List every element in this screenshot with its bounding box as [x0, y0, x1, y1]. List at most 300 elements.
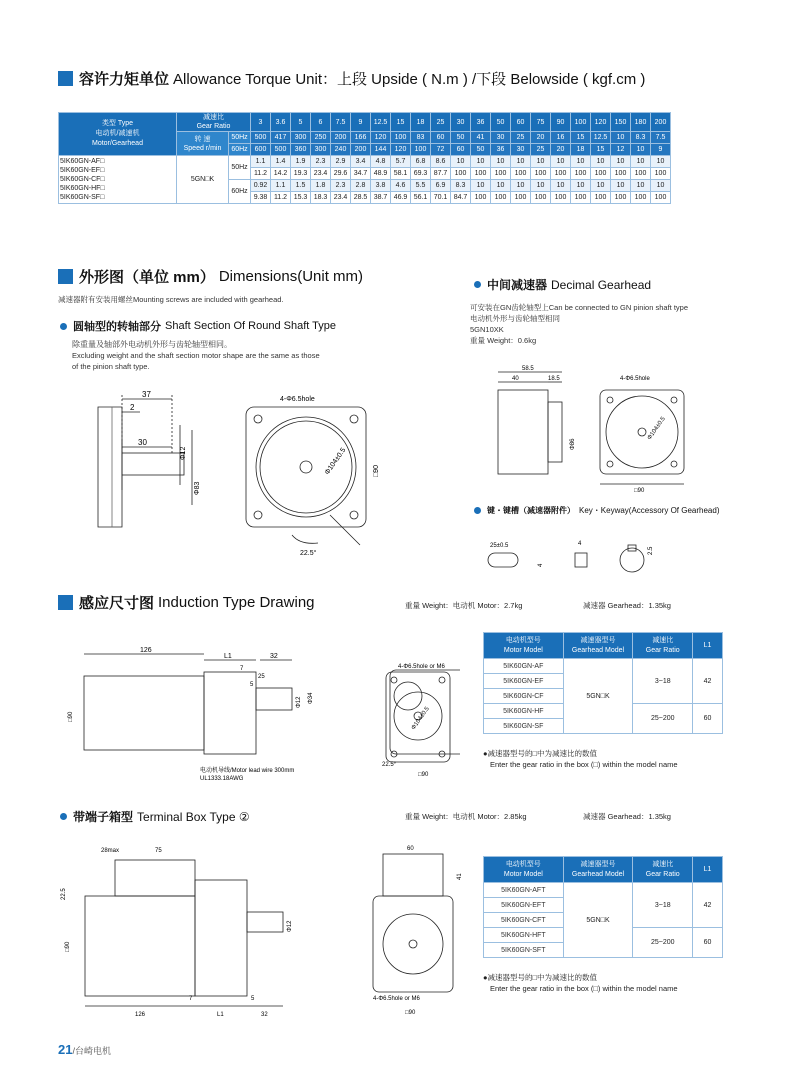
- torque-value-cell: 10: [571, 180, 591, 192]
- speed60-cell: 36: [491, 144, 511, 156]
- induction-spec-table: [483, 632, 723, 734]
- type-header-en: Motor/Gearhead: [92, 140, 143, 147]
- ind-l1b-cell: 60: [693, 704, 723, 734]
- term-hole-label: 4-Φ6.5hole or M6: [373, 996, 420, 1002]
- term-41-label: 41: [457, 873, 463, 880]
- terminal-front-body: [373, 896, 453, 992]
- torque-value-cell: 87.7: [431, 168, 451, 180]
- term-h-gear-en: Gearhead Model: [571, 870, 625, 878]
- type-header-cell: [59, 113, 177, 156]
- ratio-cell: 3.6: [271, 113, 291, 132]
- ind-h-motor-cn: 电动机型号: [505, 636, 541, 644]
- ind-note2: Enter the gear ratio in the box (□) within the model name: [490, 760, 678, 769]
- ratio-header-cell: [177, 113, 251, 132]
- induction-section-title: [58, 592, 315, 613]
- ratio-header-cn: 减速比: [203, 114, 224, 121]
- term-r1-cell: 3~18: [633, 883, 693, 928]
- ind-h-ratio: [633, 633, 693, 659]
- round-note-en1: Excluding weight and the shaft section motor shape are the same as those: [72, 351, 320, 360]
- torque-value-cell: 58.1: [391, 168, 411, 180]
- decimal-line2: 电动机外形与齿轮轴型相同: [470, 314, 560, 323]
- torque-value-cell: 3.4: [351, 156, 371, 168]
- speed-header-cn: 转 速: [194, 135, 211, 143]
- key-25-label: 25±0.5: [490, 543, 509, 549]
- round-title-cn: 圆轴型的转轴部分: [73, 321, 161, 333]
- induction-weight-motor: 重量 Weight：电动机 Motor：2.7kg: [405, 601, 523, 610]
- dim-30-label: 30: [138, 438, 147, 447]
- decimal-gearhead-title: [474, 276, 651, 293]
- dim-phi83-label: Φ83: [194, 481, 201, 495]
- ind-r2-cell: 25~200: [633, 704, 693, 734]
- dim-hole-label: 4-Φ6.5hole: [280, 396, 315, 403]
- torque-value-cell: 100: [631, 192, 651, 204]
- speed60-cell: 120: [391, 144, 411, 156]
- torque-value-cell: 5.7: [391, 156, 411, 168]
- term-model-3: 5IK60GN-HFT: [484, 928, 564, 943]
- key-side: [488, 553, 518, 567]
- ratio-cell: 30: [451, 113, 471, 132]
- dim-phi104-label: Φ104±0.5: [323, 446, 348, 477]
- torque-value-cell: 15.3: [291, 192, 311, 204]
- term-h-motor-en: Motor Model: [503, 870, 543, 878]
- hz-cell: 50Hz: [229, 156, 251, 180]
- hz-cell: 60Hz: [229, 180, 251, 204]
- term-5-label: 5: [251, 996, 255, 1002]
- term-h-ratio: [633, 857, 693, 883]
- torque-value-cell: 6.8: [411, 156, 431, 168]
- speed-50hz-label: 50Hz: [229, 132, 251, 144]
- ratio-cell: 100: [571, 113, 591, 132]
- term-phi12-label: Φ12: [287, 920, 293, 932]
- term-90-label: □90: [65, 941, 71, 952]
- speed60-cell: 12: [611, 144, 631, 156]
- speed50-cell: 41: [471, 132, 491, 144]
- torque-value-cell: 29.6: [331, 168, 351, 180]
- round-title-en: Shaft Section Of Round Shaft Type: [165, 320, 337, 332]
- term-L1-label: L1: [217, 1012, 224, 1018]
- decimal-585-label: 58.5: [522, 366, 534, 372]
- term-h-gear: [563, 857, 633, 883]
- speed60-cell: 10: [631, 144, 651, 156]
- torque-value-cell: 10: [451, 156, 471, 168]
- torque-value-cell: 10: [471, 156, 491, 168]
- speed50-cell: 7.5: [651, 132, 671, 144]
- ind-90-label: □90: [68, 711, 74, 722]
- bullet-dot-icon: [474, 507, 481, 514]
- section-square-icon: [58, 595, 73, 610]
- dim-37-label: 37: [142, 390, 151, 399]
- torque-value-cell: 56.1: [411, 192, 431, 204]
- key-keyway-drawing: [480, 525, 680, 585]
- speed50-cell: 8.3: [631, 132, 651, 144]
- ind-model-2: 5IK60GN-CF: [484, 689, 564, 704]
- torque-value-cell: 0.92: [251, 180, 271, 192]
- ratio-cell: 7.5: [331, 113, 351, 132]
- round-note-en2: of the pinion shaft type.: [72, 362, 150, 371]
- torque-value-cell: 100: [571, 168, 591, 180]
- torque-value-cell: 100: [551, 192, 571, 204]
- speed50-cell: 12.5: [591, 132, 611, 144]
- key-end: [575, 553, 587, 567]
- decimal-90-label: □90: [634, 488, 645, 492]
- bullet-dot-icon: [60, 813, 67, 820]
- ind-hole-label: 4-Φ6.5hole or M6: [398, 664, 445, 670]
- torque-value-cell: 10: [511, 180, 531, 192]
- decimal-model: 5GN10XK: [470, 325, 504, 334]
- ratio-cell: 180: [631, 113, 651, 132]
- decimal-title-en: Decimal Gearhead: [551, 277, 652, 292]
- torque-value-cell: 1.1: [251, 156, 271, 168]
- torque-title-en: Allowance Torque Unit：上段 Upside ( N.m ) /下段 Belowside ( kgf.cm ): [173, 71, 646, 88]
- induction-front-drawing: [378, 660, 478, 780]
- model-list-cell: [59, 156, 177, 204]
- torque-value-cell: 1.8: [311, 180, 331, 192]
- speed60-cell: 60: [451, 144, 471, 156]
- shaft-body: [122, 453, 184, 475]
- torque-value-cell: 3.8: [371, 180, 391, 192]
- speed50-cell: 50: [451, 132, 471, 144]
- ind-h-motor: [484, 633, 564, 659]
- ind-model-3: 5IK60GN-HF: [484, 704, 564, 719]
- section-square-icon: [58, 71, 73, 86]
- bullet-dot-icon: [474, 281, 481, 288]
- term-32-label: 32: [261, 1012, 268, 1018]
- speed50-cell: 200: [331, 132, 351, 144]
- terminal-front-box: [383, 854, 443, 896]
- decimal-title-cn: 中间减速器: [487, 278, 548, 292]
- ind-model-0: 5IK60GN-AF: [484, 659, 564, 674]
- gearhead-cell: 5GN□K: [177, 156, 229, 204]
- term-h-gear-cn: 减速器型号: [580, 860, 616, 868]
- decimal-front-body: [600, 390, 684, 474]
- ratio-cell: 5: [291, 113, 311, 132]
- terminal-weight-motor: 重量 Weight：电动机 Motor：2.85kg: [405, 812, 527, 821]
- torque-value-cell: 10: [631, 180, 651, 192]
- ratio-cell: 12.5: [371, 113, 391, 132]
- dim-2-label: 2: [130, 403, 135, 412]
- dim-90-label: □90: [373, 464, 380, 477]
- keyway-circle: [620, 548, 644, 572]
- speed60-cell: 50: [471, 144, 491, 156]
- ratio-cell: 36: [471, 113, 491, 132]
- speed60-cell: 600: [251, 144, 271, 156]
- speed-header-cell: [177, 132, 229, 156]
- speed60-cell: 72: [431, 144, 451, 156]
- torque-value-cell: 100: [451, 168, 471, 180]
- terminal-gear-body: [195, 880, 247, 996]
- dimensions-title-en: Dimensions(Unit mm): [218, 268, 364, 285]
- speed-header-en: Speed r/min: [183, 144, 222, 152]
- section-square-icon: [58, 269, 73, 284]
- key-title-cn: 键・键槽（减速器附件）: [487, 506, 575, 515]
- ratio-cell: 18: [411, 113, 431, 132]
- torque-value-cell: 2.9: [331, 156, 351, 168]
- term-126-label: 126: [135, 1012, 146, 1018]
- torque-value-cell: 100: [531, 168, 551, 180]
- ind-note1: ●减速器型号的□中为减速比的数值: [483, 749, 598, 758]
- torque-value-cell: 23.4: [331, 192, 351, 204]
- term-h-ratio-cn: 减速比: [652, 860, 674, 868]
- term-l1a-cell: 42: [693, 883, 723, 928]
- torque-value-cell: 100: [611, 168, 631, 180]
- ind-32-label: 32: [270, 653, 278, 660]
- ratio-header-en: Gear Ratio: [196, 123, 231, 130]
- speed60-cell: 240: [331, 144, 351, 156]
- term-75-label: 75: [155, 848, 162, 854]
- term-h-motor-cn: 电动机型号: [505, 860, 541, 868]
- induction-weight-gear: 减速器 Gearhead：1.35kg: [583, 601, 671, 610]
- torque-value-cell: 1.9: [291, 156, 311, 168]
- speed60-cell: 9: [651, 144, 671, 156]
- term-model-4: 5IK60GN-SFT: [484, 943, 564, 958]
- torque-value-cell: 100: [591, 192, 611, 204]
- ind-h-l1: L1: [693, 633, 723, 659]
- terminal-title-cn: 带端子箱型: [73, 810, 134, 824]
- torque-section-title: [58, 68, 645, 89]
- ind-L1-label: L1: [224, 653, 232, 660]
- torque-value-cell: 100: [511, 192, 531, 204]
- ind-wire-label: 电动机导线/Motor lead wire 300mm: [200, 768, 295, 774]
- speed50-cell: 120: [371, 132, 391, 144]
- speed60-cell: 20: [551, 144, 571, 156]
- ind-wire2-label: UL1333,18AWG: [200, 776, 244, 780]
- dimensions-section-title: [58, 266, 363, 287]
- screws-note: 减速器附有安装用螺丝Mounting screws are included with gearhead.: [58, 295, 284, 304]
- ratio-cell: 120: [591, 113, 611, 132]
- decimal-40-label: 40: [512, 376, 519, 382]
- torque-value-cell: 100: [491, 168, 511, 180]
- torque-value-cell: 6.9: [431, 180, 451, 192]
- speed60-cell: 300: [311, 144, 331, 156]
- speed60-cell: 100: [411, 144, 431, 156]
- term-model-0: 5IK60GN-AFT: [484, 883, 564, 898]
- bullet-dot-icon: [60, 323, 67, 330]
- induction-motor-body: [84, 676, 204, 750]
- terminal-drawing: [55, 840, 475, 1020]
- ind-model-1: 5IK60GN-EF: [484, 674, 564, 689]
- ind-phi12-label: Φ12: [296, 696, 302, 708]
- term-h-motor: [484, 857, 564, 883]
- torque-value-cell: 10: [531, 180, 551, 192]
- torque-value-cell: 10: [551, 180, 571, 192]
- torque-value-cell: 1.5: [291, 180, 311, 192]
- round-shaft-title: [60, 318, 336, 334]
- speed60-cell: 18: [571, 144, 591, 156]
- torque-value-cell: 10: [491, 180, 511, 192]
- speed50-cell: 20: [531, 132, 551, 144]
- torque-value-cell: 100: [471, 168, 491, 180]
- page-number: 21: [58, 1042, 73, 1057]
- speed60-cell: 360: [291, 144, 311, 156]
- ind-90b-label: □90: [418, 772, 429, 778]
- decimal-weight: 重量 Weight：0.6kg: [470, 336, 537, 345]
- decimal-line1: 可安装在GN齿轮轴型上Can be connected to GN pinion shaft type: [470, 303, 689, 312]
- torque-value-cell: 100: [611, 192, 631, 204]
- torque-value-cell: 10: [631, 156, 651, 168]
- ind-h-gear: [563, 633, 633, 659]
- torque-value-cell: 100: [591, 168, 611, 180]
- torque-value-cell: 38.7: [371, 192, 391, 204]
- torque-value-cell: 69.3: [411, 168, 431, 180]
- ind-phi34-label: Φ34: [308, 692, 314, 704]
- ratio-cell: 9: [351, 113, 371, 132]
- decimal-side-body: [498, 390, 548, 474]
- speed50-cell: 25: [511, 132, 531, 144]
- speed50-cell: 30: [491, 132, 511, 144]
- term-h-l1: L1: [693, 857, 723, 883]
- model-name: 5IK60GN-SF□: [60, 194, 105, 201]
- torque-value-cell: 10: [591, 180, 611, 192]
- torque-title-cn: 容许力矩单位: [79, 71, 170, 88]
- term-note1: ●减速器型号的□中为减速比的数值: [483, 973, 598, 982]
- torque-table: [58, 112, 671, 204]
- torque-value-cell: 4.8: [371, 156, 391, 168]
- torque-value-cell: 70.1: [431, 192, 451, 204]
- term-gear-cell: 5GN□K: [563, 883, 633, 958]
- ind-h-ratio-en: Gear Ratio: [645, 646, 680, 654]
- ratio-cell: 75: [531, 113, 551, 132]
- ratio-cell: 150: [611, 113, 631, 132]
- terminal-weight-gear: 减速器 Gearhead：1.35kg: [583, 812, 671, 821]
- round-note-cn: 除重量及轴部外电动机外形与齿轮轴型相同。: [72, 340, 232, 349]
- key-title-en: Key・Keyway(Accessory Of Gearhead): [579, 506, 720, 515]
- model-name: 5IK60GN-CF□: [60, 176, 105, 183]
- decimal-185-label: 18.5: [548, 376, 560, 382]
- torque-value-cell: 100: [511, 168, 531, 180]
- torque-value-cell: 48.9: [371, 168, 391, 180]
- speed50-cell: 16: [551, 132, 571, 144]
- round-shaft-drawing: [60, 385, 440, 565]
- ind-r1-cell: 3~18: [633, 659, 693, 704]
- induction-title-en: Induction Type Drawing: [158, 594, 315, 611]
- torque-value-cell: 100: [651, 192, 671, 204]
- ratio-cell: 15: [391, 113, 411, 132]
- torque-value-cell: 100: [491, 192, 511, 204]
- term-28-label: 28max: [101, 848, 120, 854]
- torque-value-cell: 18.3: [311, 192, 331, 204]
- type-header-cn2: 电动机/减速机: [95, 130, 140, 137]
- torque-value-cell: 10: [471, 180, 491, 192]
- torque-value-cell: 9.38: [251, 192, 271, 204]
- motor-side-body: [98, 407, 122, 527]
- decimal-gearhead-drawing: [470, 362, 730, 492]
- speed60-cell: 25: [531, 144, 551, 156]
- speed50-cell: 83: [411, 132, 431, 144]
- torque-value-cell: 10: [651, 180, 671, 192]
- torque-value-cell: 1.1: [271, 180, 291, 192]
- ind-126-label: 126: [140, 647, 152, 654]
- model-name: 5IK60GN-EF□: [60, 167, 105, 174]
- speed60-cell: 200: [351, 144, 371, 156]
- terminal-box-title: [60, 808, 250, 825]
- terminal-shaft: [247, 912, 283, 932]
- model-name: 5IK60GN-AF□: [60, 158, 105, 165]
- torque-value-cell: 4.6: [391, 180, 411, 192]
- torque-value-cell: 14.2: [271, 168, 291, 180]
- term-90b-label: □90: [405, 1010, 416, 1016]
- ind-h-gear-en: Gearhead Model: [571, 646, 625, 654]
- ind-25-label: 25: [258, 674, 265, 680]
- speed50-cell: 10: [611, 132, 631, 144]
- page-footer: [58, 1042, 111, 1057]
- torque-value-cell: 10: [531, 156, 551, 168]
- torque-value-cell: 100: [631, 168, 651, 180]
- induction-gear-body: [204, 672, 256, 754]
- torque-value-cell: 100: [551, 168, 571, 180]
- torque-value-cell: 10: [611, 156, 631, 168]
- decimal-hole-label: 4-Φ6.5hole: [620, 376, 650, 382]
- terminal-title-en: Terminal Box Type ②: [137, 809, 250, 824]
- speed60-cell: 15: [591, 144, 611, 156]
- speed-60hz-label: 60Hz: [229, 144, 251, 156]
- terminal-box-body: [115, 860, 195, 896]
- ratio-cell: 6: [311, 113, 331, 132]
- term-7-label: 7: [189, 996, 193, 1002]
- speed60-cell: 144: [371, 144, 391, 156]
- term-h-ratio-en: Gear Ratio: [645, 870, 680, 878]
- torque-value-cell: 10: [511, 156, 531, 168]
- torque-value-cell: 100: [651, 168, 671, 180]
- term-model-2: 5IK60GN-CFT: [484, 913, 564, 928]
- term-r2-cell: 25~200: [633, 928, 693, 958]
- footer-brand: /台崎电机: [72, 1046, 111, 1056]
- term-note2: Enter the gear ratio in the box (□) within the model name: [490, 984, 678, 993]
- speed60-cell: 500: [271, 144, 291, 156]
- torque-value-cell: 10: [651, 156, 671, 168]
- ind-model-4: 5IK60GN-SF: [484, 719, 564, 734]
- torque-value-cell: 28.5: [351, 192, 371, 204]
- torque-value-cell: 1.4: [271, 156, 291, 168]
- torque-value-cell: 8.6: [431, 156, 451, 168]
- torque-value-cell: 100: [571, 192, 591, 204]
- torque-value-cell: 100: [471, 192, 491, 204]
- ratio-cell: 60: [511, 113, 531, 132]
- torque-value-cell: 10: [611, 180, 631, 192]
- ind-7-label: 7: [240, 666, 244, 672]
- model-name: 5IK60GN-HF□: [60, 185, 105, 192]
- dim-225-label: 22.5°: [300, 550, 317, 557]
- speed60-cell: 30: [511, 144, 531, 156]
- ratio-cell: 3: [251, 113, 271, 132]
- torque-value-cell: 2.3: [311, 156, 331, 168]
- terminal-spec-table: [483, 856, 723, 958]
- torque-value-cell: 10: [591, 156, 611, 168]
- dimensions-title-cn: 外形图（单位 mm）: [79, 269, 215, 286]
- ind-h-motor-en: Motor Model: [503, 646, 543, 654]
- speed50-cell: 417: [271, 132, 291, 144]
- ratio-cell: 25: [431, 113, 451, 132]
- speed50-cell: 300: [291, 132, 311, 144]
- torque-value-cell: 100: [531, 192, 551, 204]
- speed50-cell: 500: [251, 132, 271, 144]
- torque-value-cell: 2.3: [331, 180, 351, 192]
- ind-5-label: 5: [250, 682, 254, 688]
- speed50-cell: 100: [391, 132, 411, 144]
- torque-value-cell: 19.3: [291, 168, 311, 180]
- ratio-cell: 90: [551, 113, 571, 132]
- torque-value-cell: 34.7: [351, 168, 371, 180]
- speed50-cell: 166: [351, 132, 371, 144]
- ind-gear-cell: 5GN□K: [563, 659, 633, 734]
- induction-title-cn: 感应尺寸图: [79, 595, 155, 612]
- decimal-phi104-label: Φ104±0.5: [646, 416, 667, 442]
- ratio-cell: 50: [491, 113, 511, 132]
- torque-value-cell: 11.2: [271, 192, 291, 204]
- terminal-motor-body: [85, 896, 195, 996]
- ind-h-gear-cn: 减速器型号: [580, 636, 616, 644]
- decimal-phi-label: Φ86: [570, 438, 576, 450]
- torque-value-cell: 8.3: [451, 180, 471, 192]
